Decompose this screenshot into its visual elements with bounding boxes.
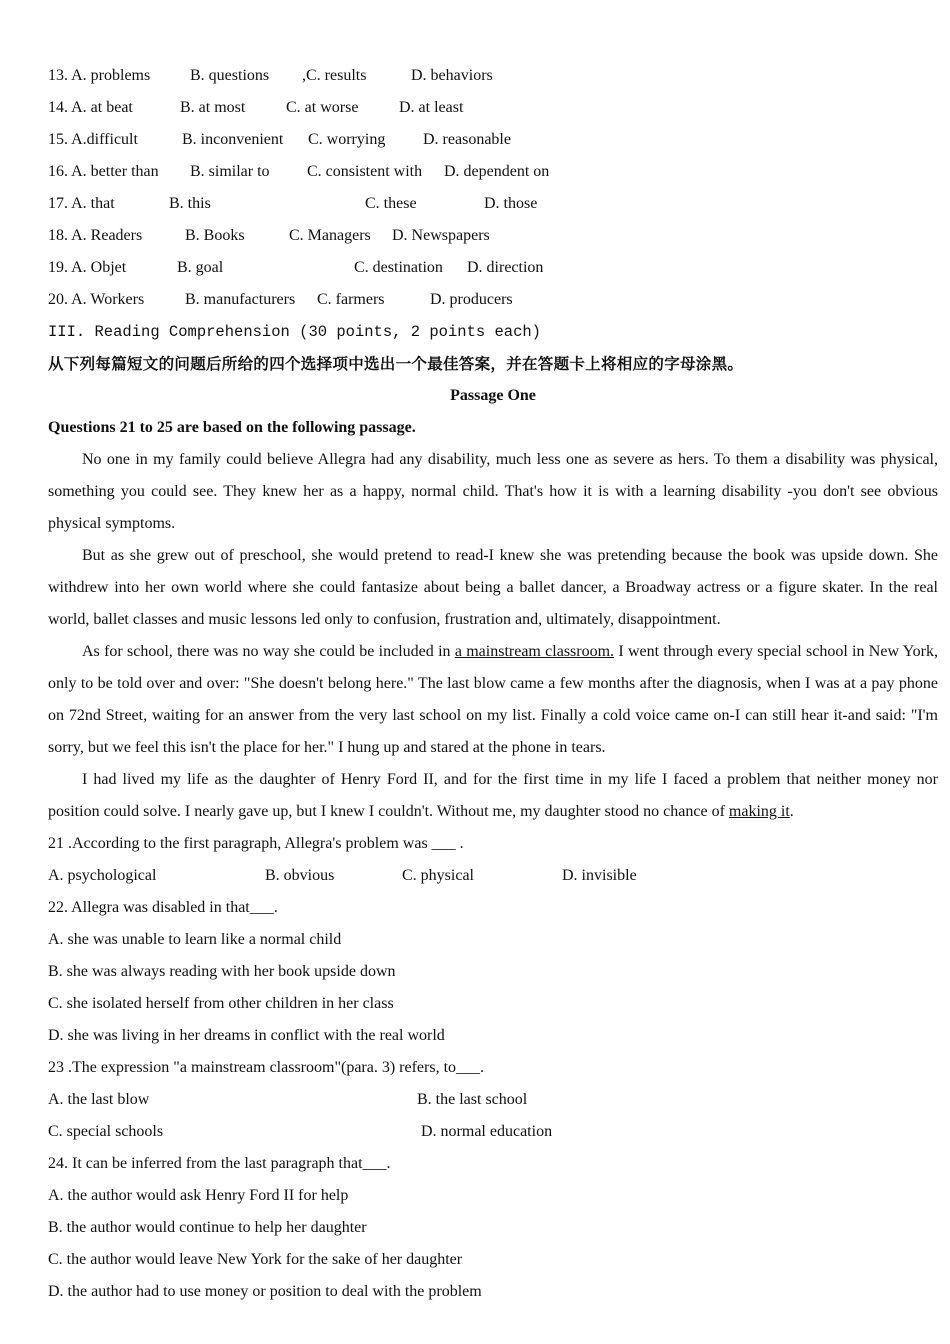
cloze-item-15 [48,124,938,156]
cloze-option-b: B. manufacturers [185,291,296,308]
question-23-stem: 23 .The expression "a mainstream classroom"(para. 3) refers, to___. [48,1059,485,1076]
cloze-option-d: D. those [484,195,538,212]
cloze-option-b: B. questions [190,67,270,84]
cloze-item-13 [48,60,938,92]
cloze-option-a: 20. A. Workers [48,291,145,308]
option-b: B. obvious [265,867,335,884]
cloze-option-a: 14. A. at beat [48,99,133,116]
passage-paragraph-2: But as she grew out of preschool, she would pretend to read-I knew she was pretending because the book was upside down. She withdrew into her own world where she could fantasize about being a ballet dancer, a Broadway actress or a figure skater. In the real world, ballet classes and music lessons led only to confusion, frustration and, ultimately, disappointment. [48,547,938,628]
passage-paragraph-4: I had lived my life as the daughter of Henry Ford II, and for the first time in my life I faced a problem that neither money nor position could solve. I nearly gave up, but I knew I couldn't. Without me, my daughter stood no chance of making it. [48,771,938,820]
cloze-option-c: C. at worse [286,99,359,116]
passage-paragraph-3: As for school, there was no way she could be included in a mainstream classroom. I went through every special school in New York, only to be told over and over: "She doesn't belong here." The last blow came a few months after the diagnosis, when I was at a pay phone on 72nd Street, waiting for an answer from the very last school on my list. Finally a cold voice came on-I can still hear it-and said: "I'm sorry, but we feel this isn't the place for her." I hung up and stared at the phone in tears. [48,643,938,756]
underlined-phrase: making it [728,803,790,820]
cloze-option-a: 19. A. Objet [48,259,127,276]
question-21-options [48,860,938,892]
question-22-stem: 22. Allegra was disabled in that___. [48,899,278,916]
cloze-option-b: B. inconvenient [182,131,284,148]
section-heading: III. Reading Comprehension (30 points, 2 points each) [48,323,541,341]
cloze-option-a: 18. A. Readers [48,227,143,244]
cloze-option-d: D. producers [430,291,513,308]
option-d: D. normal education [421,1123,553,1140]
cloze-option-d: D. Newspapers [392,227,490,244]
cloze-option-c: C. consistent with [307,163,423,180]
option-c: C. she isolated herself from other children in her class [48,995,394,1012]
option-a: A. the author would ask Henry Ford II for help [48,1187,349,1204]
cloze-item-16 [48,156,938,188]
question-23-options-cd [48,1116,938,1148]
cloze-option-c: C. farmers [317,291,385,308]
option-c: C. the author would leave New York for the sake of her daughter [48,1251,463,1268]
cloze-option-b: B. Books [185,227,245,244]
cloze-option-c: C. worrying [308,131,386,148]
cloze-option-a: 16. A. better than [48,163,159,180]
option-c: C. special schools [48,1123,164,1140]
cloze-option-a: 15. A.difficult [48,131,138,148]
passage-paragraph-1: No one in my family could believe Allegra had any disability, much less one as severe as hers. To them a disability was physical, something you could see. They knew her as a happy, normal child. That's how it is with a learning disability -you don't see obvious physical symptoms. [48,451,938,532]
option-d: D. the author had to use money or position to deal with the problem [48,1283,482,1300]
passage-title: Passage One [450,387,536,404]
cloze-item-18 [48,220,938,252]
cloze-item-14 [48,92,938,124]
cloze-option-b: B. similar to [190,163,270,180]
section-instruction: 从下列每篇短文的问题后所给的四个选择项中选出一个最佳答案，并在答题卡上将相应的字母涂黑。 [48,355,744,373]
cloze-option-b: B. this [169,195,211,212]
question-23-options-ab [48,1084,938,1116]
cloze-option-c: C. destination [354,259,443,276]
option-b: B. the last school [417,1091,528,1108]
question-21-stem: 21 .According to the first paragraph, Allegra's problem was ___ . [48,835,464,852]
cloze-option-d: D. at least [399,99,464,116]
option-a: A. the last blow [48,1091,150,1108]
cloze-option-c: C. these [365,195,417,212]
option-d: D. invisible [562,867,637,884]
question-24-stem: 24. It can be inferred from the last paragraph that___. [48,1155,391,1172]
underlined-phrase: a mainstream classroom. [454,643,615,660]
cloze-option-a: 13. A. problems [48,67,151,84]
option-c: C. physical [402,867,474,884]
cloze-option-d: D. behaviors [411,67,493,84]
option-a: A. psychological [48,867,157,884]
cloze-item-19 [48,252,938,284]
cloze-option-d: D. direction [467,259,544,276]
passage-intro: Questions 21 to 25 are based on the following passage. [48,419,416,436]
cloze-item-20 [48,284,938,316]
option-d: D. she was living in her dreams in conflict with the real world [48,1027,445,1044]
cloze-item-17 [48,188,938,220]
cloze-option-b: B. goal [177,259,224,276]
cloze-option-d: D. dependent on [444,163,550,180]
cloze-option-a: 17. A. that [48,195,115,212]
option-b: B. she was always reading with her book upside down [48,963,396,980]
exam-page [48,60,938,1308]
cloze-option-d: D. reasonable [423,131,511,148]
option-a: A. she was unable to learn like a normal child [48,931,342,948]
cloze-option-b: B. at most [180,99,246,116]
cloze-option-c: ,C. results [302,67,367,84]
option-b: B. the author would continue to help her daughter [48,1219,367,1236]
cloze-option-c: C. Managers [289,227,371,244]
